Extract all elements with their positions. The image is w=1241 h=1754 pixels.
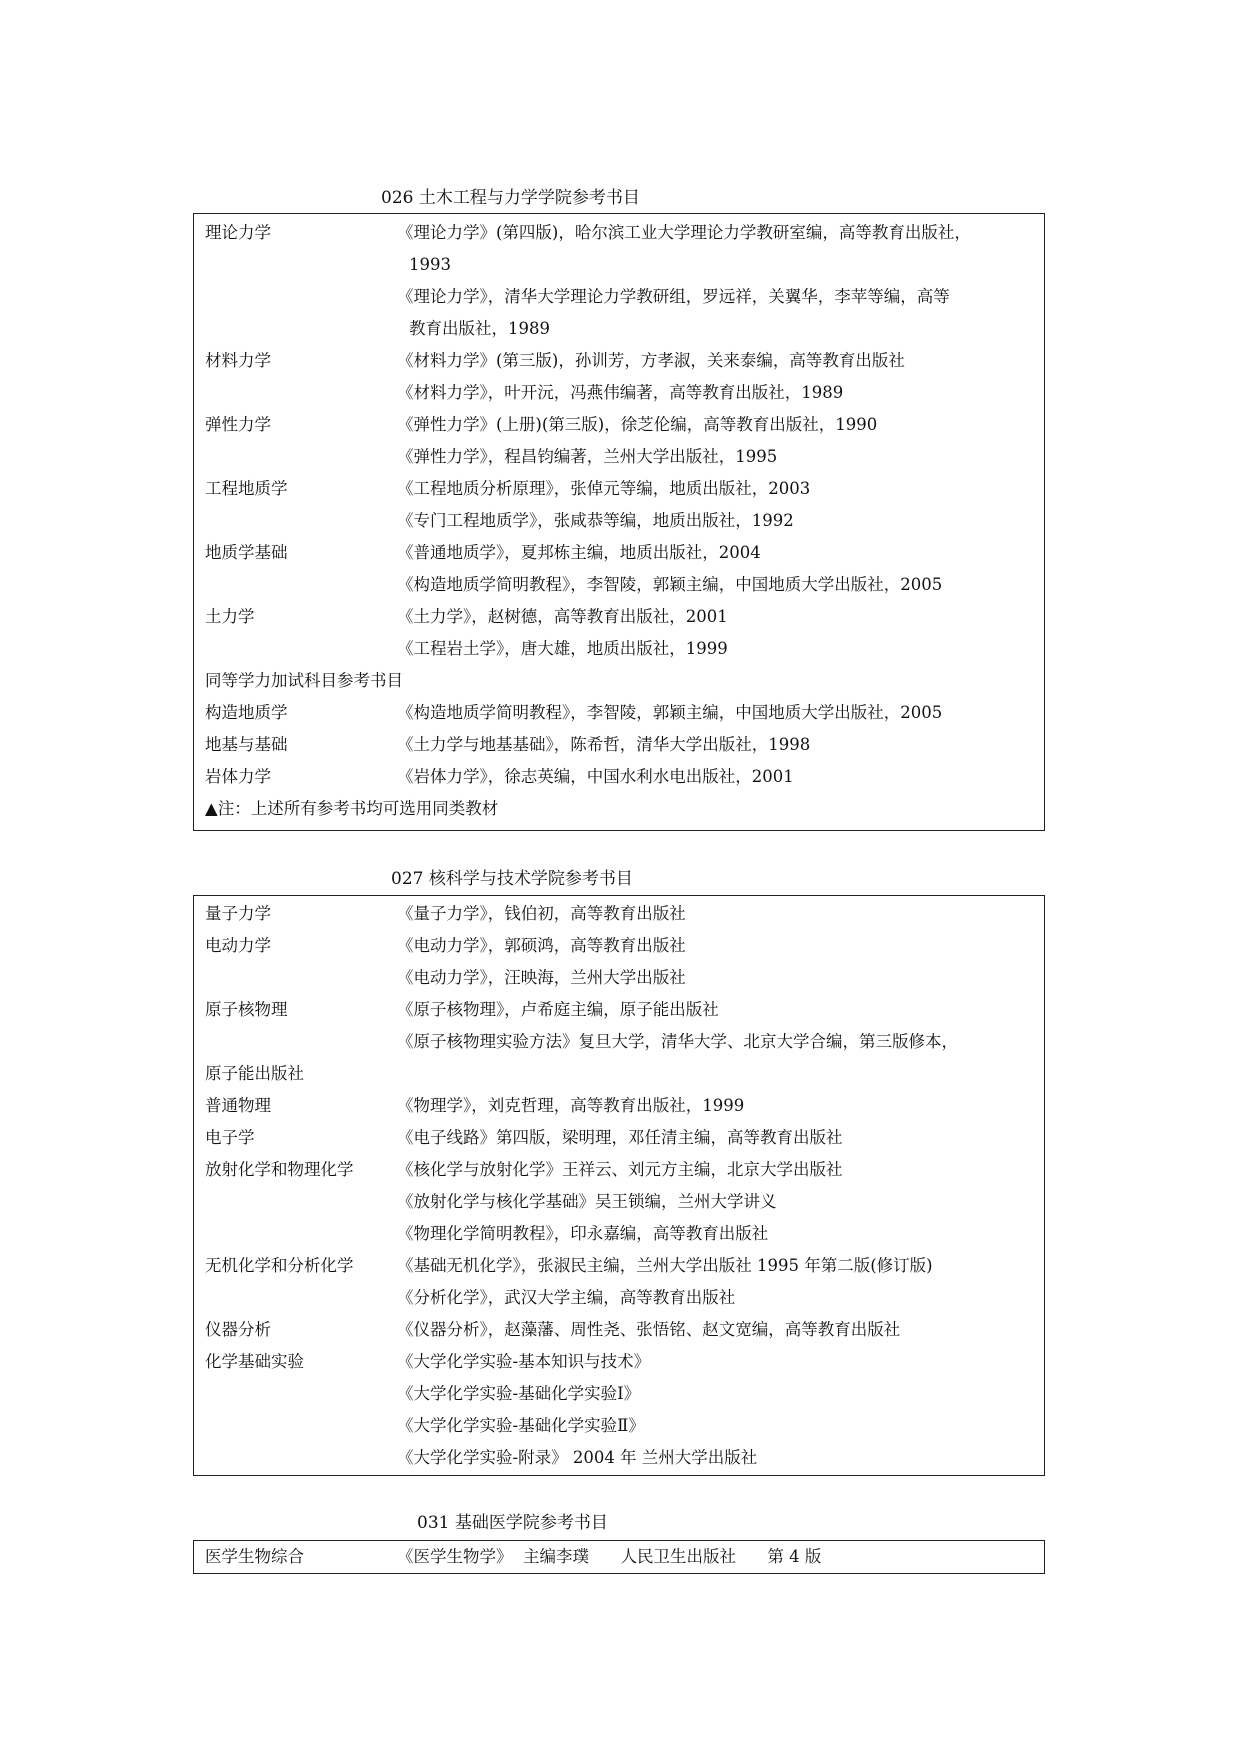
book-entry: 《电动力学》，郭硕鸿，高等教育出版社: [397, 936, 686, 955]
book-entry: 《岩体力学》，徐志英编，中国水利水电出版社，2001: [397, 767, 794, 786]
book-entry: 《电子线路》第四版，梁明理，邓任清主编，高等教育出版社: [397, 1128, 843, 1147]
book-entry: 《弹性力学》(上册)(第三版)，徐芝伦编，高等教育出版社，1990: [397, 415, 878, 434]
book-entry: 《医学生物学》 主编李璞 人民卫生出版社 第 4 版: [397, 1547, 822, 1566]
book-entry: 《土力学》，赵树德，高等教育出版社，2001: [397, 607, 728, 626]
book-entry: 《放射化学与核化学基础》吴王锁编，兰州大学讲义: [397, 1192, 777, 1211]
subject-label: 放射化学和物理化学: [205, 1160, 354, 1179]
subject-label: 仪器分析: [205, 1320, 271, 1339]
book-entry: 《理论力学》(第四版)，哈尔滨工业大学理论力学教研室编，高等教育出版社，: [397, 223, 971, 242]
book-entry: 《原子核物理》，卢希庭主编，原子能出版社: [397, 1000, 719, 1019]
book-entry: 《大学化学实验-附录》 2004 年 兰州大学出版社: [397, 1448, 758, 1467]
subject-label: 无机化学和分析化学: [205, 1256, 354, 1275]
subject-label: 量子力学: [205, 904, 271, 923]
booklist-table-026: [193, 213, 1045, 831]
book-entry: 《理论力学》，清华大学理论力学教研组，罗远祥，关翼华，李苹等编，高等: [397, 287, 950, 306]
subject-label: 土力学: [205, 607, 255, 626]
book-entry: 《构造地质学简明教程》，李智陵，郭颖主编，中国地质大学出版社，2005: [397, 575, 943, 594]
book-entry: 《原子核物理实验方法》复旦大学，清华大学、北京大学合编，第三版修本，: [397, 1032, 958, 1051]
subject-label: 医学生物综合: [205, 1547, 304, 1566]
book-entry: 《专门工程地质学》，张咸恭等编，地质出版社，1992: [397, 511, 794, 530]
book-entry: 《大学化学实验-基础化学实验Ⅱ》: [397, 1416, 645, 1435]
section-title-027: 027 核科学与技术学院参考书目: [391, 869, 633, 889]
subject-label: 地质学基础: [205, 543, 288, 562]
book-entry: 《工程岩土学》，唐大雄，地质出版社，1999: [397, 639, 728, 658]
book-entry: 《基础无机化学》，张淑民主编，兰州大学出版社 1995 年第二版(修订版): [397, 1256, 933, 1275]
subject-label: 原子核物理: [205, 1000, 288, 1019]
subject-label: 工程地质学: [205, 479, 288, 498]
book-entry: 《材料力学》，叶开沅，冯燕伟编著，高等教育出版社，1989: [397, 383, 844, 402]
subject-label: 地基与基础: [205, 735, 288, 754]
book-entry: 《弹性力学》，程昌钧编著，兰州大学出版社，1995: [397, 447, 778, 466]
subject-label: 电子学: [205, 1128, 255, 1147]
book-entry: 《工程地质分析原理》，张倬元等编，地质出版社，2003: [397, 479, 811, 498]
book-entry: 《仪器分析》，赵藻藩、周性尧、张悟铭、赵文宽编，高等教育出版社: [397, 1320, 901, 1339]
subject-label: 弹性力学: [205, 415, 271, 434]
subject-label: 普通物理: [205, 1096, 271, 1115]
section-title-031: 031 基础医学院参考书目: [417, 1513, 608, 1533]
section-title-026: 026 土木工程与力学学院参考书目: [381, 188, 640, 208]
book-entry-continued: 原子能出版社: [205, 1064, 304, 1083]
book-entry: 《大学化学实验-基础化学实验Ⅰ》: [397, 1384, 641, 1403]
book-entry: 《量子力学》，钱伯初，高等教育出版社: [397, 904, 686, 923]
book-entry: 《大学化学实验-基本知识与技术》: [397, 1352, 651, 1371]
note-text: ▲注：上述所有参考书均可选用同类教材: [205, 799, 499, 818]
subject-label: 化学基础实验: [205, 1352, 304, 1371]
book-entry-continued: 教育出版社，1989: [409, 319, 550, 338]
subject-label: 电动力学: [205, 936, 271, 955]
equivalent-study-heading: 同等学力加试科目参考书目: [205, 671, 403, 690]
book-entry: 《普通地质学》，夏邦栋主编，地质出版社，2004: [397, 543, 761, 562]
book-entry: 《电动力学》，汪映海，兰州大学出版社: [397, 968, 686, 987]
book-entry: 《核化学与放射化学》王祥云、刘元方主编，北京大学出版社: [397, 1160, 843, 1179]
book-entry: 《物理学》，刘克哲理，高等教育出版社，1999: [397, 1096, 745, 1115]
book-entry: 《土力学与地基基础》，陈希哲，清华大学出版社，1998: [397, 735, 811, 754]
subject-label: 岩体力学: [205, 767, 271, 786]
book-entry: 《材料力学》(第三版)，孙训芳，方孝淑，关来泰编，高等教育出版社: [397, 351, 905, 370]
subject-label: 理论力学: [205, 223, 271, 242]
book-entry-continued: 1993: [409, 255, 451, 274]
booklist-table-031: [193, 1540, 1045, 1574]
book-entry: 《分析化学》，武汉大学主编，高等教育出版社: [397, 1288, 736, 1307]
subject-label: 材料力学: [205, 351, 271, 370]
book-entry: 《构造地质学简明教程》，李智陵，郭颖主编，中国地质大学出版社，2005: [397, 703, 943, 722]
subject-label: 构造地质学: [205, 703, 288, 722]
booklist-table-027: [193, 895, 1045, 1476]
book-entry: 《物理化学简明教程》，印永嘉编，高等教育出版社: [397, 1224, 769, 1243]
